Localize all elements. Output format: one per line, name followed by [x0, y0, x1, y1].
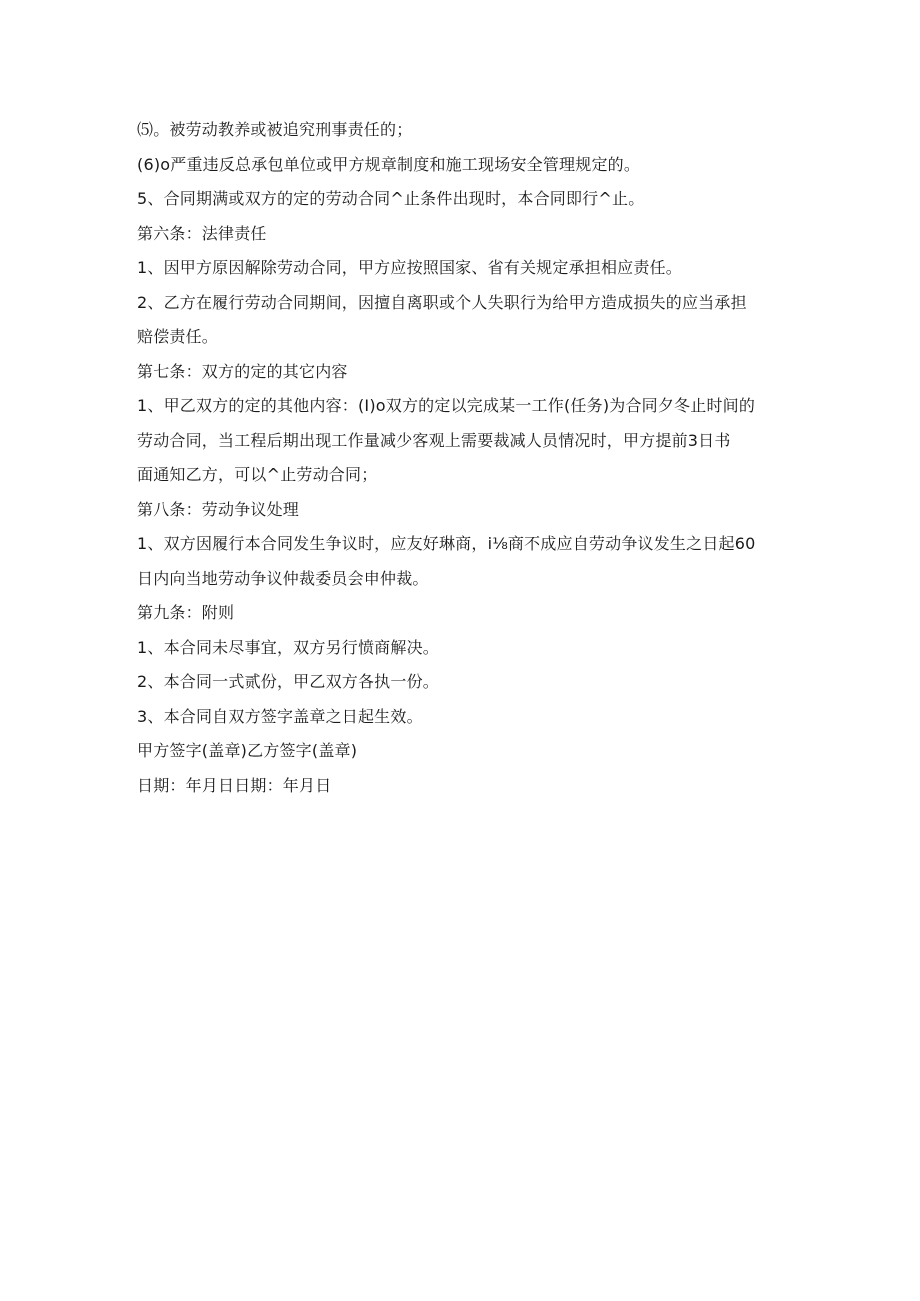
article-7-item-1-cont-1: 劳动合同，当工程后期出现工作量减少客观上需要裁减人员情况时，甲方提前3日书: [137, 430, 731, 450]
article-6-item-2: 2、乙方在履行劳动合同期间，因擅自离职或个人失职行为给甲方造成损失的应当承担: [137, 292, 747, 312]
article-9-item-1: 1、本合同未尽事宜，双方另行愤商解决。: [137, 637, 439, 657]
article-9-item-2: 2、本合同一式贰份，甲乙双方各执一份。: [137, 672, 439, 691]
article-6-item-2-cont: 赔偿责任。: [137, 327, 219, 346]
article-8-heading: 第八条：劳动争议处理: [137, 499, 300, 519]
date-line: 日期：年月日日期：年月日: [137, 775, 332, 795]
document-body: [137, 113, 787, 803]
article-6-heading: 第六条：法律责任: [137, 223, 267, 243]
signature-line: 甲方签字(盖章)乙方签字(盖章): [137, 741, 358, 760]
article-9-heading: 第九条：附则: [137, 603, 235, 622]
article-7-item-1-cont-2: 面通知乙方，可以^止劳动合同；: [137, 465, 378, 484]
article-6-item-1: 1、因甲方原因解除劳动合同，甲方应按照国家、省有关规定承担相应责任。: [137, 258, 682, 277]
article-7-item-1: 1、甲乙双方的定的其他内容：(I)o双方的定以完成某一工作(任务)为合同夕冬止时间的: [137, 396, 756, 415]
clause-5-item-5: 5、合同期满或双方的定的劳动合同^止条件出现时，本合同即行^止。: [137, 189, 645, 208]
article-8-item-1: 1、双方因履行本合同发生争议时，应友好琳商，i⅛商不成应自劳动争议发生之日起60: [137, 534, 756, 553]
article-8-item-1-cont: 日内向当地劳动争议仲裁委员会申仲裁。: [137, 568, 429, 588]
article-7-heading: 第七条：双方的定的其它内容: [137, 361, 348, 381]
clause-5-6: (6)o严重违反总承包单位或甲方规章制度和施工现场安全管理规定的。: [137, 154, 641, 174]
article-9-item-3: 3、本合同自双方签字盖章之日起生效。: [137, 706, 423, 726]
clause-5-5: ⑸。被劳动教养或被追究刑事责任的；: [137, 120, 413, 139]
